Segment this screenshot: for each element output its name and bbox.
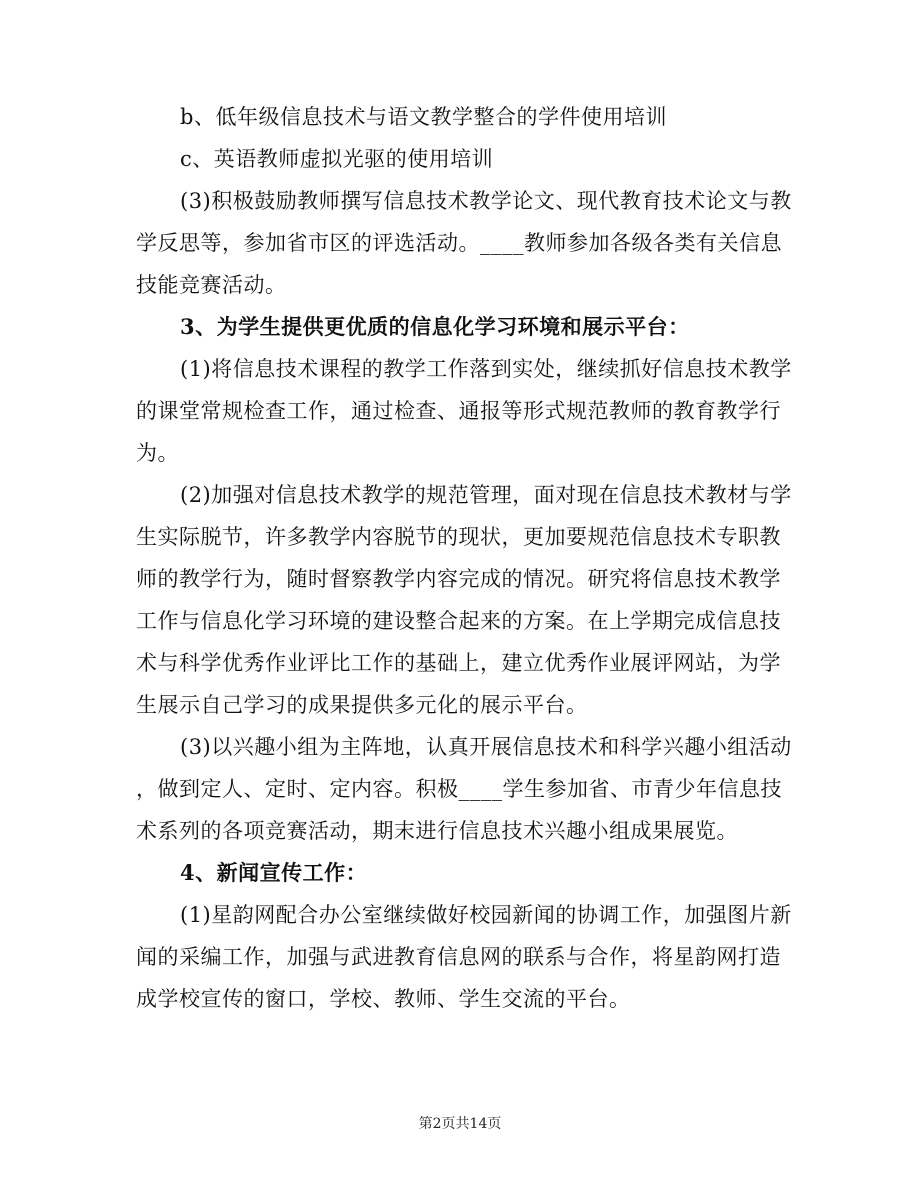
paragraph-line: 生展示自己学习的成果提供多元化的展示平台。 bbox=[136, 693, 588, 717]
paragraph-line: (1)星韵网配合办公室继续做好校园新闻的协调工作，加强图片新 bbox=[180, 903, 792, 927]
paragraph-line: 术系列的各项竞赛活动，期末进行信息技术兴趣小组成果展览。 bbox=[136, 819, 738, 843]
paragraph-line: 工作与信息化学习环境的建设整合起来的方案。在上学期完成信息技 bbox=[136, 609, 781, 633]
list-item-b: b、低年级信息技术与语文教学整合的学件使用培训 bbox=[180, 105, 667, 129]
paragraph-line: 学反思等，参加省市区的评选活动。____教师参加各级各类有关信息 bbox=[136, 231, 782, 255]
paragraph-line: 技能竞赛活动。 bbox=[136, 273, 287, 297]
section-heading-3: 3、为学生提供更优质的信息化学习环境和展示平台： bbox=[180, 314, 690, 339]
paragraph-line: 师的教学行为，随时督察教学内容完成的情况。研究将信息技术教学 bbox=[136, 567, 781, 591]
document-body bbox=[136, 104, 792, 1028]
paragraph-line: 生实际脱节，许多教学内容脱节的现状，更加要规范信息技术专职教 bbox=[136, 525, 781, 549]
paragraph-line: 的课堂常规检查工作，通过检查、通报等形式规范教师的教育教学行 bbox=[136, 399, 781, 423]
paragraph-line: ，做到定人、定时、定内容。积极____学生参加省、市青少年信息技 bbox=[136, 777, 782, 801]
section-heading-4: 4、新闻宣传工作： bbox=[180, 860, 368, 885]
paragraph-line: 术与科学优秀作业评比工作的基础上，建立优秀作业展评网站，为学 bbox=[136, 651, 781, 675]
paragraph-line: (1)将信息技术课程的教学工作落到实处，继续抓好信息技术教学 bbox=[180, 357, 792, 381]
page-number: 第2页共14页 bbox=[418, 1116, 502, 1132]
paragraph-line: 为。 bbox=[136, 441, 179, 465]
list-item-c: c、英语教师虚拟光驱的使用培训 bbox=[180, 147, 494, 171]
paragraph-line: (3)积极鼓励教师撰写信息技术教学论文、现代教育技术论文与教 bbox=[180, 189, 792, 213]
paragraph-line: 闻的采编工作，加强与武进教育信息网的联系与合作，将星韵网打造 bbox=[136, 945, 781, 969]
paragraph-line: 成学校宣传的窗口，学校、教师、学生交流的平台。 bbox=[136, 987, 631, 1011]
paragraph-line: (2)加强对信息技术教学的规范管理，面对现在信息技术教材与学 bbox=[180, 483, 792, 507]
paragraph-line: (3)以兴趣小组为主阵地，认真开展信息技术和科学兴趣小组活动 bbox=[180, 735, 792, 759]
